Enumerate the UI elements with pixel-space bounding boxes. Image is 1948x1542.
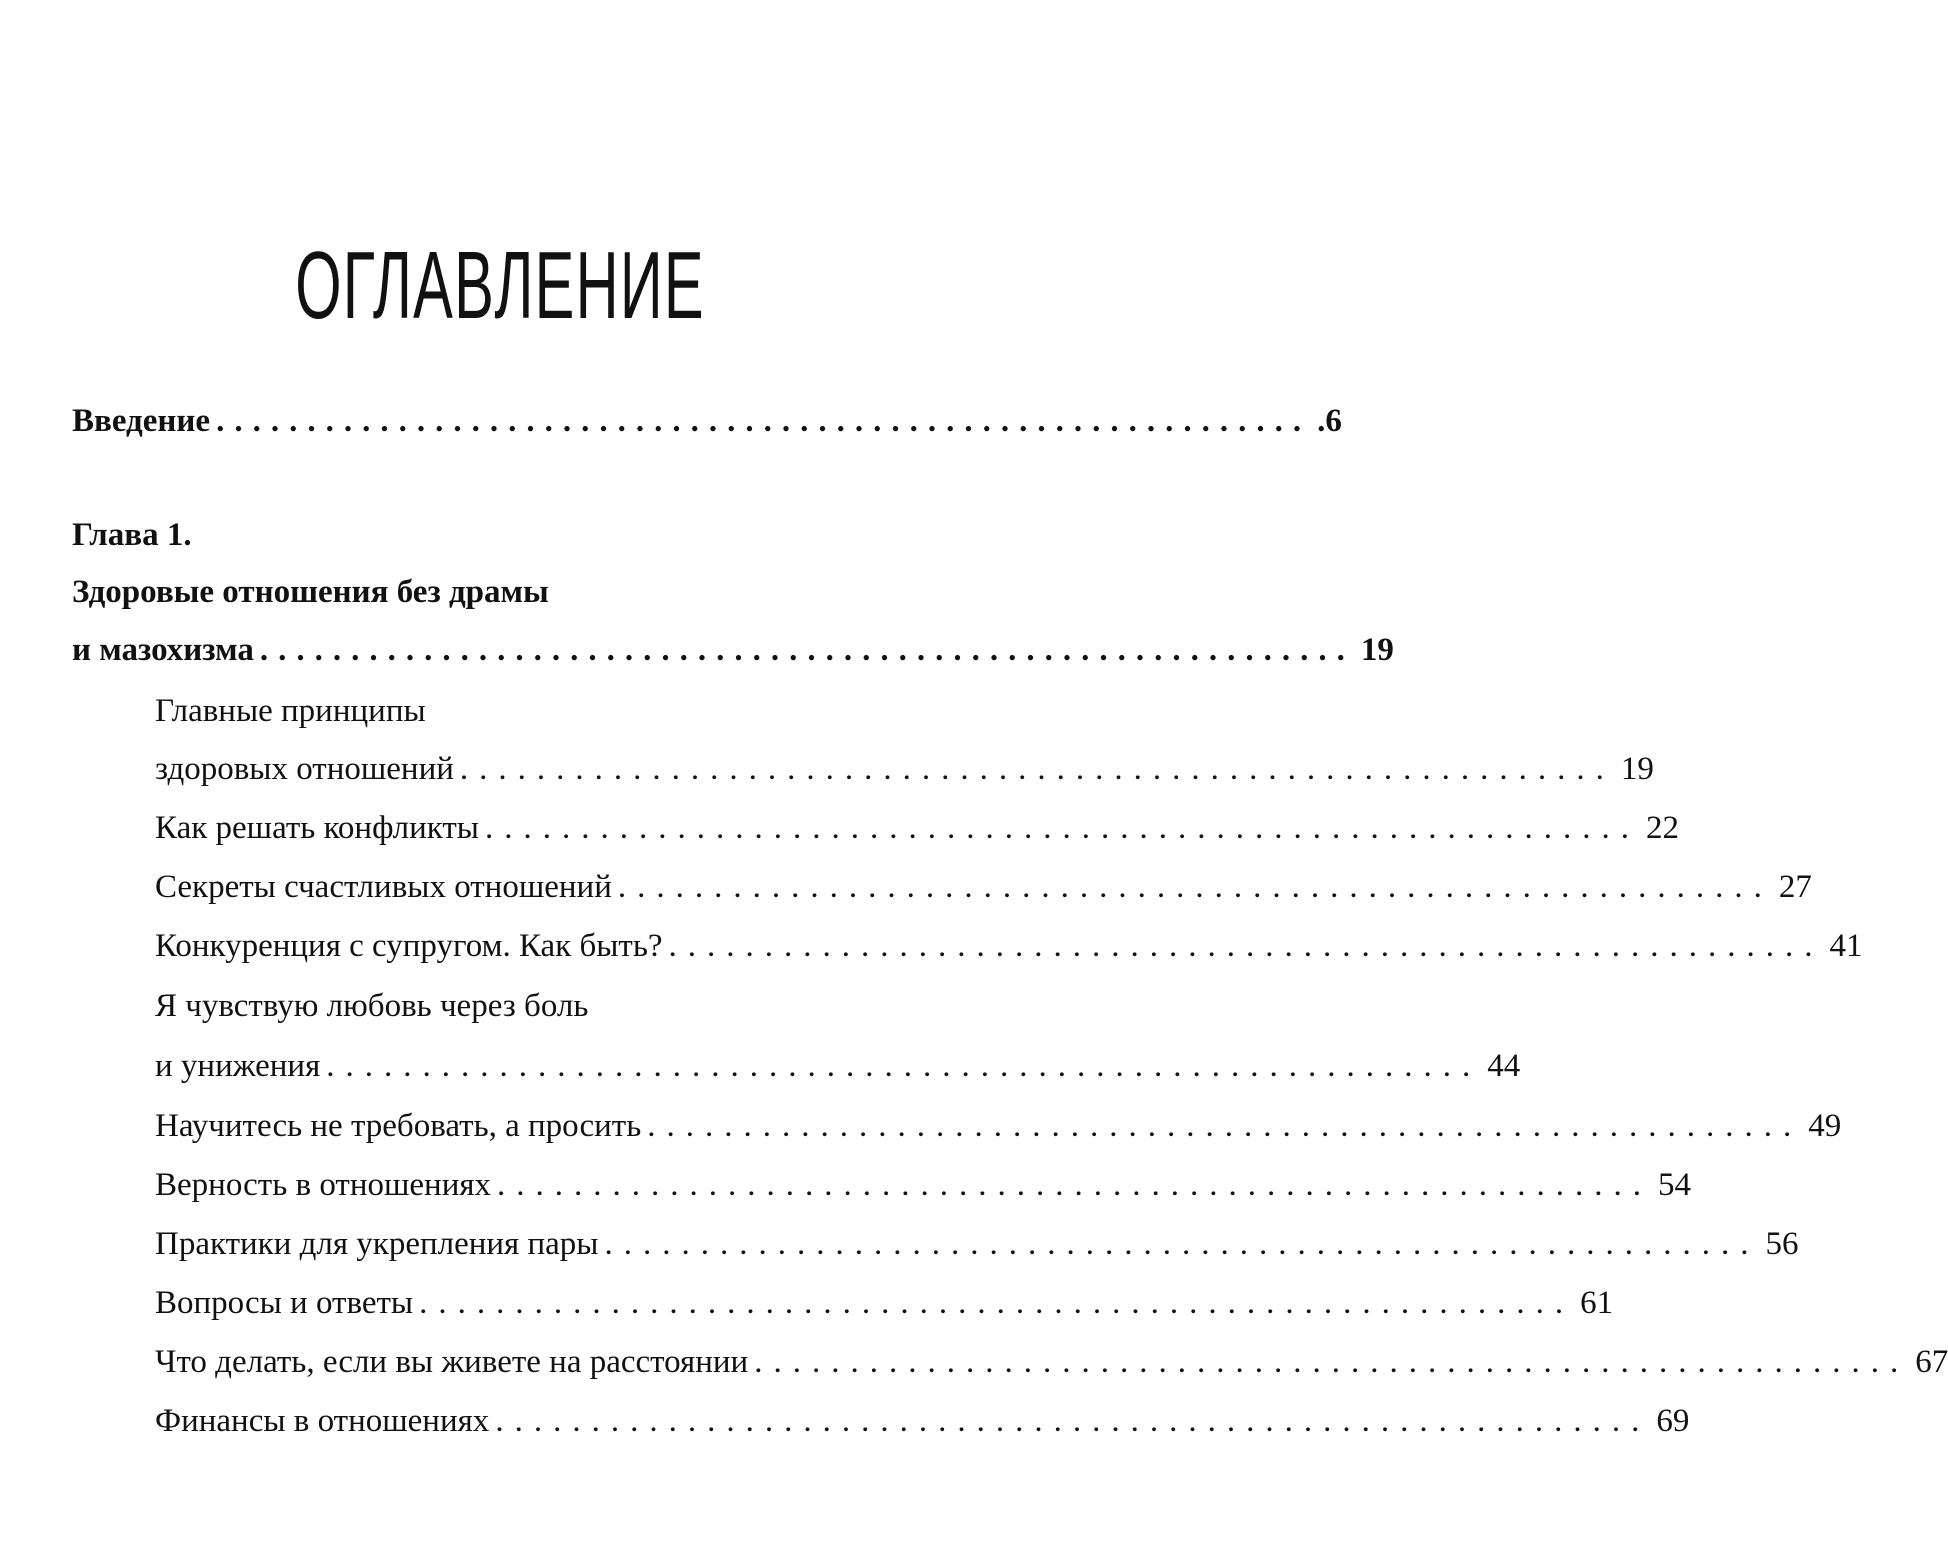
toc-section (155, 928, 1863, 964)
toc-section-label: Финансы в отношениях (155, 1403, 490, 1439)
toc-section-label: Верность в отношениях (155, 1167, 492, 1203)
toc-section-line (155, 990, 912, 1023)
chapter-heading (72, 519, 912, 552)
dot-leader: ............................................................ (754, 1344, 1910, 1380)
toc-section-page: 56 (1765, 1226, 1799, 1262)
toc-section (155, 869, 1812, 905)
toc-section (155, 1285, 1614, 1321)
toc-section-page: 44 (1487, 1048, 1521, 1084)
dot-leader: ............................................................ (495, 1403, 1651, 1439)
dot-leader: ............................................................ (668, 928, 1824, 964)
dot-leader: ............................................................ (484, 810, 1640, 846)
toc-section-label: Научитесь не требовать, а просить (155, 1108, 642, 1144)
toc-section-page: 22 (1645, 810, 1679, 846)
toc-section (155, 751, 1654, 787)
toc-section-page: 61 (1580, 1285, 1614, 1321)
toc-section-page: 27 (1778, 869, 1812, 905)
toc-section-label-line1: Я чувствую любовь через боль (155, 988, 589, 1024)
toc-entry-page: 19 (1360, 632, 1394, 668)
toc-section-line (155, 695, 912, 728)
toc-entry-label: Введение (72, 403, 211, 439)
toc-section-label: Вопросы и ответы (155, 1285, 414, 1321)
toc-section-page: 19 (1620, 751, 1654, 787)
toc-section (155, 810, 1679, 846)
toc-section-page: 67 (1915, 1344, 1948, 1380)
toc-section-page: 49 (1808, 1108, 1842, 1144)
toc-section-label-line1: Главные принципы (155, 693, 426, 729)
chapter-title-line (72, 576, 912, 609)
dot-leader: ............................................................ (259, 632, 1355, 668)
toc-section (155, 1344, 1948, 1380)
toc-entry-chapter1 (72, 632, 1394, 668)
dot-leader: ............................................................ (604, 1226, 1760, 1262)
chapter-number: Глава 1. (72, 517, 192, 553)
toc-section (155, 1108, 1842, 1144)
dot-leader: ............................................................ (617, 869, 1773, 905)
chapter-title-line1: Здоровые отношения без драмы (72, 574, 549, 610)
toc-section-label: Конкуренция с супругом. Как быть? (155, 928, 663, 964)
toc-section-page: 54 (1658, 1167, 1692, 1203)
dot-leader: ............................................................ (497, 1167, 1653, 1203)
dot-leader: ............................................................ (459, 751, 1615, 787)
toc-section-label: Секреты счастливых отношений (155, 869, 612, 905)
toc-section (155, 1403, 1690, 1439)
toc-section-label: Как решать конфликты (155, 810, 479, 846)
toc-section-label-line2: и унижения (155, 1048, 321, 1084)
dot-leader: ............................................................ (647, 1108, 1803, 1144)
chapter-title-line2: и мазохизма (72, 632, 254, 668)
toc-section (155, 1167, 1692, 1203)
dot-leader: ............................................................ (326, 1048, 1482, 1084)
toc-section (155, 1048, 1521, 1084)
toc-entry-page: .6 (1317, 403, 1342, 439)
toc-section-label-line2: здоровых отношений (155, 751, 454, 787)
page-title: ОГЛАВЛЕНИЕ (295, 232, 705, 339)
toc-entry-intro (72, 403, 1342, 439)
toc-section-label: Что делать, если вы живете на расстоянии (155, 1344, 749, 1380)
dot-leader: ............................................................ (419, 1285, 1575, 1321)
dot-leader: ............................................................ (216, 403, 1312, 439)
toc-section-label: Практики для укрепления пары (155, 1226, 599, 1262)
toc-section-page: 41 (1829, 928, 1863, 964)
toc-section (155, 1226, 1799, 1262)
toc-section-page: 69 (1656, 1403, 1690, 1439)
